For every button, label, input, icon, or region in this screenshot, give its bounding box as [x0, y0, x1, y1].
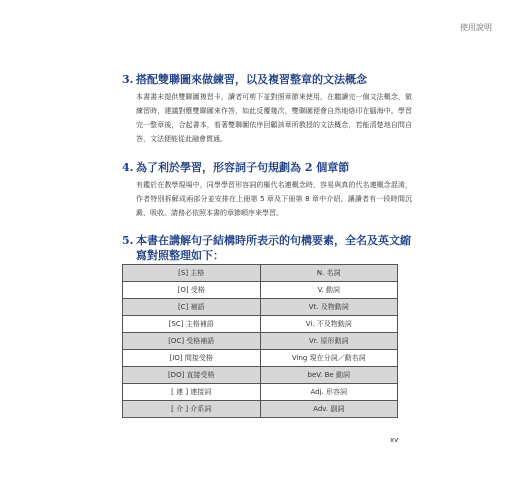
- table-cell: [ 介 ] 介系詞: [123, 401, 261, 418]
- table-cell: V. 動詞: [260, 282, 398, 299]
- abbreviation-table: [122, 264, 398, 418]
- table-row: [123, 350, 398, 367]
- table-row: [123, 316, 398, 333]
- table-cell: Adj. 形容詞: [260, 384, 398, 401]
- section-title: [122, 72, 412, 87]
- table-cell: Vi. 不及物動詞: [260, 316, 398, 333]
- section-4: [122, 160, 412, 220]
- table-cell: [IO] 間接受格: [123, 350, 261, 367]
- table-cell: [O] 受格: [123, 282, 261, 299]
- section-heading: 搭配雙聯圖來做練習，以及複習整章的文法概念: [136, 73, 367, 86]
- running-head: 使用說明: [460, 23, 492, 32]
- table-row: [123, 299, 398, 316]
- table-cell: Vr. 原形動詞: [260, 333, 398, 350]
- section-title: [122, 233, 412, 263]
- table-row: [123, 265, 398, 282]
- section-number: 5.: [122, 234, 134, 247]
- section-heading: 本書在講解句子結構時所表示的句構要素，全名及英文縮寫對照整理如下：: [136, 234, 411, 262]
- table-cell: [SC] 主格補語: [123, 316, 261, 333]
- table-row: [123, 384, 398, 401]
- table-cell: [C] 補語: [123, 299, 261, 316]
- page-number: xv: [390, 436, 399, 444]
- table-row: [123, 282, 398, 299]
- table-row: [123, 401, 398, 418]
- section-heading: 為了利於學習，形容詞子句規劃為 2 個章節: [136, 161, 350, 174]
- table-row: [123, 333, 398, 350]
- table-cell: Ving 現在分詞／動名詞: [260, 350, 398, 367]
- table-cell: [DO] 直接受格: [123, 367, 261, 384]
- table-row: [123, 367, 398, 384]
- table-cell: Adv. 副詞: [260, 401, 398, 418]
- table-cell: [ 連 ] 連接詞: [123, 384, 261, 401]
- table-cell: Vt. 及物動詞: [260, 299, 398, 316]
- section-number: 3.: [122, 73, 134, 86]
- section-number: 4.: [122, 161, 134, 174]
- section-body: 本書書末提供雙聯圖複習卡，讀者可剪下並對照章節來使用，在聽讀完一個文法概念，做練習時，建議對應雙聯圖來作答，如此反覆幾次，雙聯圖便會自然地烙印在腦海中。學習完一整章後，合起書本，看著雙聯圖依序回顧該章所教授的文法概念，若能清楚地自問自答，文法便能從此融會貫通。: [136, 93, 412, 143]
- section-3: [122, 72, 412, 146]
- section-title: [122, 160, 412, 175]
- table-cell: N. 名詞: [260, 265, 398, 282]
- section-body: 有鑑於在教學現場中，同學學習形容詞的樞代名連概念時，容易與真的代名連概念混淆，作者特別拆解成兩部分並安排在上冊第 5 章及下冊第 8 章中介紹，讓讀者有一段時間沉澱、吸收。請務必依照本書的章節順序來學習。: [136, 181, 412, 217]
- table-cell: [S] 主格: [123, 265, 261, 282]
- section-5: [122, 233, 412, 263]
- table-cell: beV. Be 動詞: [260, 367, 398, 384]
- table-cell: [OC] 受格補語: [123, 333, 261, 350]
